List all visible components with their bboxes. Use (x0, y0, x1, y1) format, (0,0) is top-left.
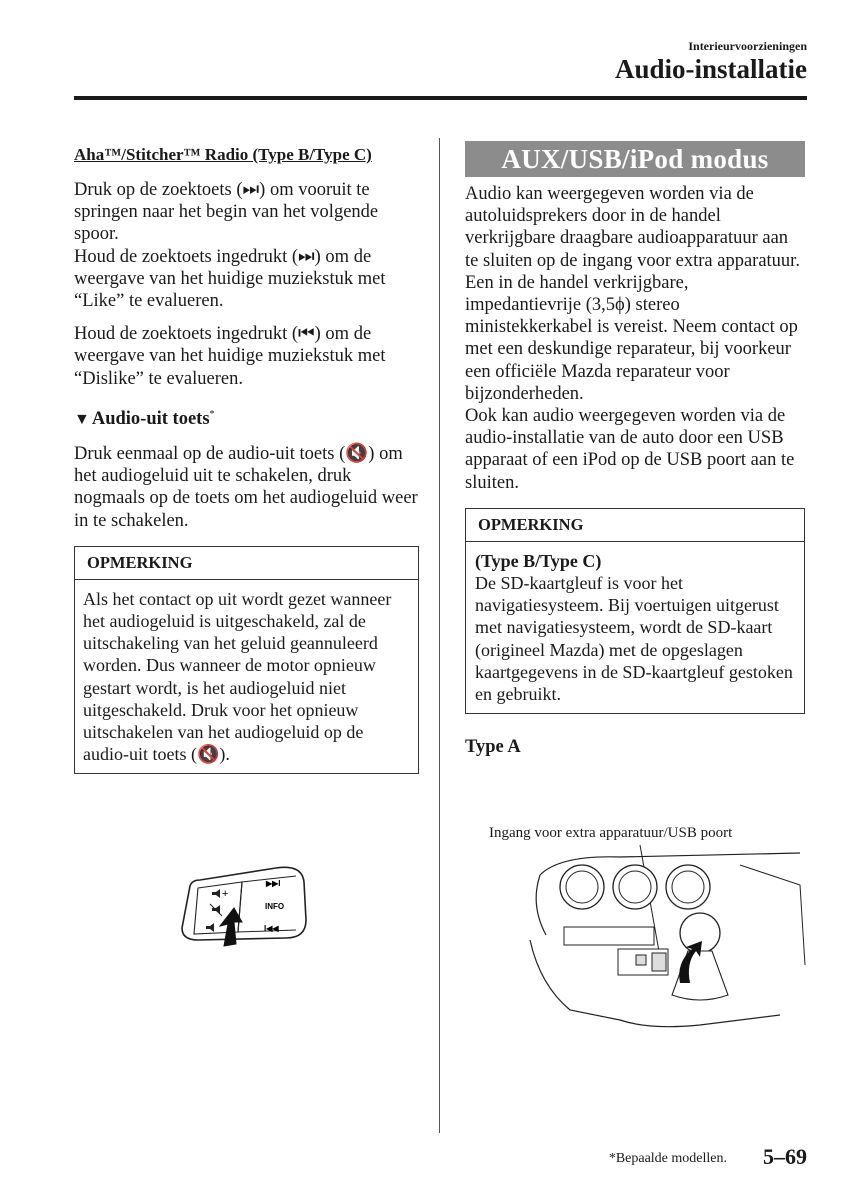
section-label: Interieurvoorzieningen (688, 39, 807, 53)
mode-banner: AUX/USB/iPod modus (465, 141, 805, 177)
note-title: OPMERKING (75, 547, 418, 580)
audio-off-heading-text: Audio-uit toets (91, 408, 210, 429)
note-content (466, 542, 804, 713)
note-box-right (465, 508, 805, 714)
audio-off-para: Druk eenmaal op de audio-uit toets (🔇) om het audiogeluid uit te schakelen, druk nogmaals op de toets om het audiogeluid weer in te schakelen. (74, 443, 418, 531)
aha-para-1: Druk op de zoektoets (⏭) om vooruit te springen naar het begin van het volgende spoor. (74, 180, 379, 245)
footnote: *Bepaalde modellen. (608, 1151, 727, 1166)
storage-slot (564, 927, 654, 945)
console-figure (500, 845, 810, 1035)
aha-heading: Aha™/Stitcher™ Radio (Type B/Type C) (74, 145, 372, 164)
left-column (74, 144, 419, 774)
info-label: INFO (265, 902, 285, 911)
aha-para-2: Houd de zoektoets ingedrukt (⏭) om de weergave van het huidige muziekstuk met “Like” te evalueren. (74, 246, 386, 312)
air-vent-center (613, 865, 657, 909)
footnote-marker: * (209, 408, 215, 420)
aux-port-icon (636, 955, 646, 965)
air-vent-right (666, 865, 710, 909)
note-body: Als het contact op uit wordt gezet wanneer het audiogeluid is uitgeschakeld, zal de uitschakeling van het geluid geannuleerd worden. Dus wanneer de motor opnieuw gestart wordt, is het audiogeluid niet uitgeschakeld. Druk voor het opnieuw uitschakelen van het audiogeluid op de audio-uit toets (🔇). (83, 588, 392, 765)
triangle-marker-icon: ▼ (74, 410, 90, 428)
chapter-title: Audio-installatie (614, 54, 807, 84)
audio-off-heading (74, 404, 419, 431)
figure-caption: Ingang voor extra apparatuur/USB poort (489, 825, 733, 841)
right-column (465, 183, 805, 758)
column-divider (439, 138, 440, 1133)
air-vent-left (560, 865, 604, 909)
note-subhead: (Type B/Type C) (475, 550, 602, 571)
usb-port-icon (652, 953, 666, 971)
prev-track-label: I◀◀ (264, 924, 279, 933)
intro-para-1: Audio kan weergegeven worden via de autoluidsprekers door in de handel verkrijgbare draagbare audioapparatuur aan te sluiten op de ingang voor extra apparatuur. (465, 184, 800, 271)
note-body: De SD-kaartgleuf is voor het navigatiesysteem. Bij voertuigen uitgerust met navigatiesysteem, wordt de SD-kaart (origineel Mazda) met de opgeslagen kaartgegevens in de SD-kaartgleuf gestoken en gebruikt. (475, 573, 793, 705)
volume-up-label: + (222, 888, 229, 900)
note-box-left (74, 546, 419, 775)
next-track-label: ▶▶I (266, 879, 281, 888)
intro-para-3: Ook kan audio weergegeven worden via de audio-installatie van de auto door een USB apparaat of een iPod op de USB poort aan te sluiten. (465, 406, 795, 493)
intro-para-2: Een in de handel verkrijgbare, impedantievrije (3,5ϕ) stereo ministekkerkabel is vereist. Neem contact op met een deskundige reparateur, bij voorkeur een officiële Mazda reparateur voor bijzonderheden. (465, 272, 798, 404)
note-title: OPMERKING (466, 509, 804, 542)
header-rule (74, 96, 807, 100)
page-number: 5–69 (763, 1144, 807, 1169)
aha-para-3: Houd de zoektoets ingedrukt (⏮) om de weergave van het huidige muziekstuk met “Dislike” te evalueren. (74, 324, 386, 389)
type-a-label: Type A (465, 737, 521, 758)
steering-switch-figure (176, 858, 316, 948)
